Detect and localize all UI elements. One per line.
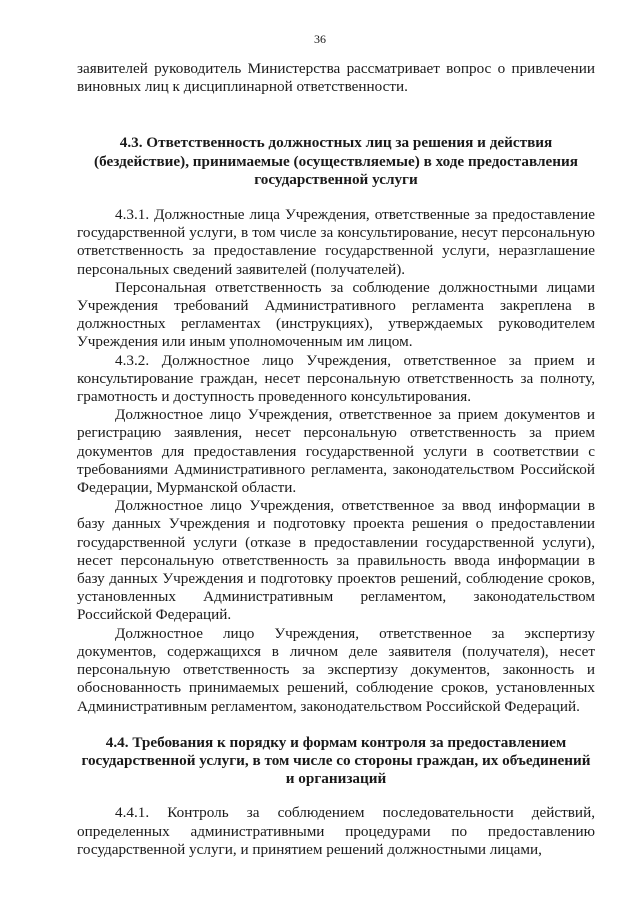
paragraph-document-intake: Должностное лицо Учреждения, ответственное за прием документов и регистрацию заявления, несет персональную ответственность за прием документов для предоставления государственной услуги в соответствии с требованиями Административного регламента, законодательством Российской Федерации, Мурманской области.	[77, 406, 595, 497]
paragraph-document-review: Должностное лицо Учреждения, ответственное за экспертизу документов, содержащихся в личном деле заявителя (получателя), несет персональную ответственность за экспертизу документов, законность и обоснованность принимаемых решений, соблюдение сроков, установленных Административным регламентом, законодательством Российской Федераций.	[77, 624, 595, 715]
paragraph-personal-responsibility: Персональная ответственность за соблюдение должностными лицами Учреждения требований Административного регламента закреплена в должностных регламентах (инструкциях), утверждаемых руководителем Учреждения или иным уполномоченным им лицом.	[77, 278, 595, 351]
paragraph-4-4-1: 4.4.1. Контроль за соблюдением последовательности действий, определенных административными процедурами по предоставлению государственной услуги, и принятием решений должностными лицами,	[77, 804, 595, 858]
section-heading-4-3: 4.3. Ответственность должностных лиц за решения и действия (бездействие), принимаемые (осуществляемые) в ходе предоставления государственной услуги	[94, 134, 578, 188]
intro-paragraph: заявителей руководитель Министерства рассматривает вопрос о привлечении виновных лиц к дисциплинарной ответственности.	[77, 60, 595, 96]
page-number: 36	[314, 32, 326, 46]
section-heading-4-4: 4.4. Требования к порядку и формам контроля за предоставлением государственной услуги, в том числе со стороны граждан, их объединений и организаций	[81, 733, 591, 788]
paragraph-4-3-2: 4.3.2. Должностное лицо Учреждения, ответственное за прием и консультирование граждан, несет персональную ответственность за полноту, грамотность и доступность проведенного консультирования.	[77, 351, 595, 406]
paragraph-data-entry: Должностное лицо Учреждения, ответственное за ввод информации в базу данных Учреждения и подготовку проекта решения о предоставлении государственной услуги (отказе в предоставлении государственной услуги), несет персональную ответственность за правильность ввода информации в базу данных Учреждения и подготовку проектов решений, соблюдение сроков, установленных Административным регламентом, законодательством Российской Федераций.	[77, 497, 595, 624]
document-body	[77, 60, 595, 859]
paragraph-4-3-1: 4.3.1. Должностные лица Учреждения, ответственные за предоставление государственной услуги, в том числе за консультирование, несут персональную ответственность за предоставление государственной услуги, неразглашение персональных сведений заявителей (получателей).	[77, 206, 595, 278]
